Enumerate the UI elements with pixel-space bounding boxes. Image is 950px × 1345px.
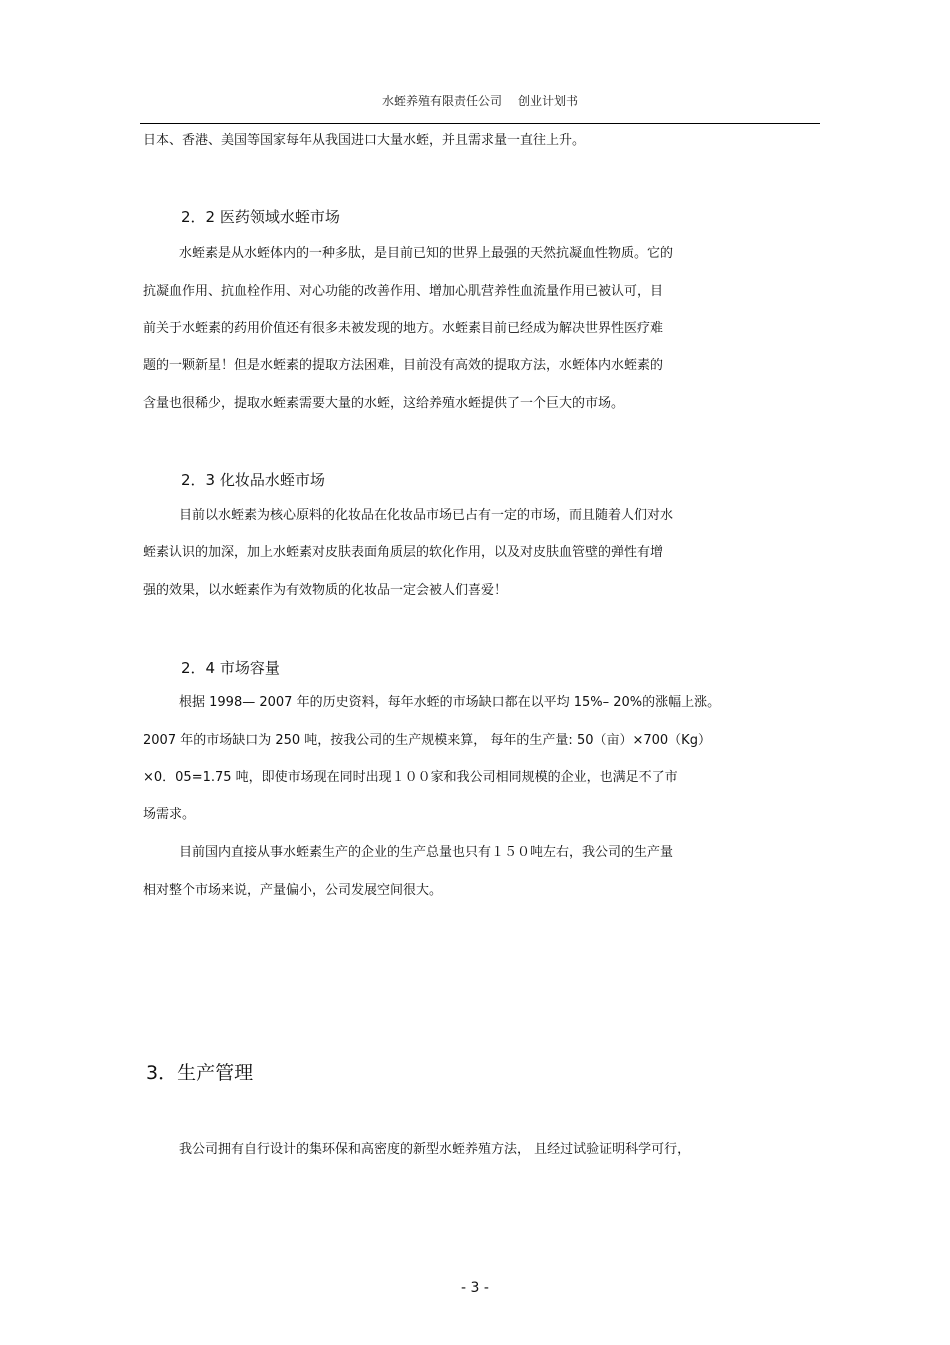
paragraph-line: 我公司拥有自行设计的集环保和高密度的新型水蛭养殖方法， 且经过试验证明科学可行， <box>179 1142 691 1157</box>
page-header <box>140 92 820 109</box>
paragraph-line: 含量也很稀少，提取水蛭素需要大量的水蛭，这给养殖水蛭提供了一个巨大的市场。 <box>143 396 625 411</box>
paragraph-line: 目前国内直接从事水蛭素生产的企业的生产总量也只有１５０吨左右，我公司的生产量 <box>179 845 674 860</box>
paragraph-line: 场需求。 <box>143 807 196 822</box>
paragraph-line: 强的效果，以水蛭素作为有效物质的化妆品一定会被人们喜爱！ <box>143 583 508 598</box>
paragraph-line: 相对整个市场来说，产量偏小，公司发展空间很大。 <box>143 883 443 898</box>
section-heading-2-2: 2．2 医药领域水蛭市场 <box>181 208 340 226</box>
paragraph-line: 前关于水蛭素的药用价值还有很多未被发现的地方。水蛭素目前已经成为解决世界性医疗难 <box>143 321 664 336</box>
paragraph-line: ×0．05=1.75 吨，即使市场现在同时出现１００家和我公司相同规模的企业，也满足不了市 <box>143 770 678 785</box>
paragraph-line: 蛭素认识的加深，加上水蛭素对皮肤表面角质层的软化作用，以及对皮肤血管壁的弹性有增 <box>143 545 664 560</box>
intro-line: 日本、香港、美国等国家每年从我国进口大量水蛭，并且需求量一直往上升。 <box>143 133 586 148</box>
section-heading-2-3: 2．3 化妆品水蛭市场 <box>181 471 325 489</box>
paragraph-line: 2007 年的市场缺口为 250 吨，按我公司的生产规模来算， 每年的生产量: 50（亩）×700（Kg） <box>143 733 711 748</box>
header-doc-title: 创业计划书 <box>518 94 579 108</box>
paragraph-line: 目前以水蛭素为核心原料的化妆品在化妆品市场已占有一定的市场，而且随着人们对水 <box>179 508 674 523</box>
header-rule <box>140 123 820 124</box>
section-heading-3: 3．生产管理 <box>146 1062 254 1084</box>
section-heading-2-4: 2．4 市场容量 <box>181 659 280 677</box>
header-company: 水蛭养殖有限责任公司 <box>381 94 502 108</box>
paragraph-line: 题的一颗新星！但是水蛭素的提取方法困难，目前没有高效的提取方法，水蛭体内水蛭素的 <box>143 358 664 373</box>
paragraph-line: 根据 1998— 2007 年的历史资料，每年水蛭的市场缺口都在以平均 15%– 20%的涨幅上涨。 <box>179 695 721 710</box>
paragraph-line: 水蛭素是从水蛭体内的一种多肽，是目前已知的世界上最强的天然抗凝血性物质。它的 <box>179 246 674 261</box>
page-number: - 3 - <box>461 1280 489 1296</box>
paragraph-line: 抗凝血作用、抗血栓作用、对心功能的改善作用、增加心肌营养性血流量作用已被认可，目 <box>143 284 664 299</box>
